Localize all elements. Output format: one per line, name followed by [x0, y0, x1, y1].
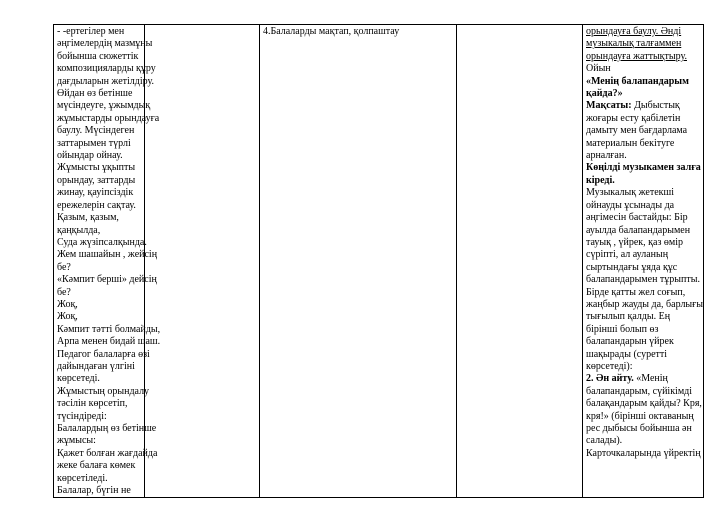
activity-line: Қажет болған жағдайда: [57, 447, 158, 459]
activity-line: бойынша сюжеттік: [57, 50, 139, 62]
empty-cell: [457, 25, 583, 498]
activity-line: заттарымен түрлі: [57, 137, 131, 149]
activity-line: Педагог балаларға өзі: [57, 348, 150, 360]
activity-line: жұмыстарды орындауға: [57, 112, 160, 124]
reward-cell: [260, 25, 457, 498]
activity-line: баулу. Мүсіндеген: [57, 125, 135, 137]
activity-line: жұмысы:: [57, 435, 96, 447]
activity-line: Жем шашайын , жейсің: [57, 249, 158, 261]
goal-text: Дыбыстық жоғары есту қабілетін дамыту мен бағдарлама материалын бекітуге арналған.: [586, 100, 688, 162]
activity-line: жинау, қауіпсіздік: [57, 187, 134, 199]
game-title: «Менің балапандарым қайда?»: [586, 75, 689, 100]
activity-content-cell: [54, 25, 161, 498]
activity-line: Қазым, қазым,: [57, 212, 119, 224]
activity-line: бе?: [57, 286, 71, 298]
activity-line: Жоқ,: [57, 298, 78, 310]
empty-cell: [145, 25, 260, 498]
praise-step-text: 4.Балаларды мақтап, қолпаштау: [263, 26, 400, 37]
activity-line: Жоқ,: [57, 311, 78, 323]
song-label: 2. Ән айту.: [586, 373, 634, 385]
story-text: Музыкалық жетекші ойнауды ұсынады да әңгімесін бастайды: Бір ауылда балапандарымен тауық , үйрек, қаз өмір сүріпті, ал ауланың сыртындағы ұяда құс балапандарымен тұрыпты. Бірде қатты жел соғып, жаңбыр жауды да, барлығы тығылып қалды. Ең бірінші болып өз балапандарын үйрек шақырады (суретті көрсетеді):: [586, 187, 703, 372]
song-text: «Менің балапандарым, сүйікімді балақандарым қайды? Кря, кря!» (бірінші октаваның рес дыбысы бойынша ән салады).: [586, 373, 702, 447]
activity-line: әңгімелердің мазмұны: [57, 38, 153, 50]
activity-line: Балалардың өз бетінше: [57, 423, 157, 434]
activity-line: көрсетеді.: [57, 373, 100, 385]
intro-underlined-text: орындауға баулу. Әнді музыкалық талғаммен орындауға жаттықтыру.: [586, 26, 687, 62]
game-label: Ойын: [586, 63, 611, 75]
activity-line: - -ертегілер мен: [57, 26, 125, 37]
activity-line: ережелерін сақтау.: [57, 199, 136, 211]
lesson-plan-table: [53, 24, 704, 498]
activity-line: «Кәмпит берші» дейсің: [57, 274, 157, 286]
activity-line: Суда жүзіпсалқында.: [57, 236, 147, 248]
activity-content-text: [54, 25, 161, 497]
activity-line: Арпа менен бидай шаш.: [57, 336, 161, 348]
activity-line: Кәмпит тәтті болмайды,: [57, 323, 161, 335]
table-row: [54, 25, 704, 498]
activity-line: Өйдан өз бетінше: [57, 88, 133, 100]
music-activity-cell: [583, 25, 704, 498]
music-entry-text: Көңілді музыкамен залға кіреді.: [586, 162, 701, 186]
activity-line: жеке балаға көмек: [57, 460, 136, 472]
activity-line: дағдыларын жетілдіру.: [57, 75, 155, 87]
activity-line: қаңқылда,: [57, 224, 101, 236]
activity-line: Балалар, бүгін не: [57, 485, 131, 497]
activity-line: Жұмыстың орындалу: [57, 385, 150, 397]
activity-line: дайындаған үлгіні: [57, 360, 135, 372]
activity-line: орындау, заттарды: [57, 174, 136, 186]
activity-line: тәсілін көрсетіп,: [57, 398, 128, 410]
goal-label: Мақсаты:: [586, 100, 632, 112]
activity-line: мүсіндеуге, ұжымдық: [57, 100, 151, 112]
activity-line: көрсетіледі.: [57, 472, 108, 484]
activity-line: Жұмысты ұқыпты: [57, 162, 136, 174]
activity-line: композицияларды құру: [57, 63, 156, 75]
cards-text: Карточкаларында үйректің: [586, 447, 701, 459]
activity-line: бе?: [57, 261, 71, 273]
activity-line: түсіндіреді:: [57, 410, 107, 422]
activity-line: ойындар ойнау.: [57, 150, 123, 162]
